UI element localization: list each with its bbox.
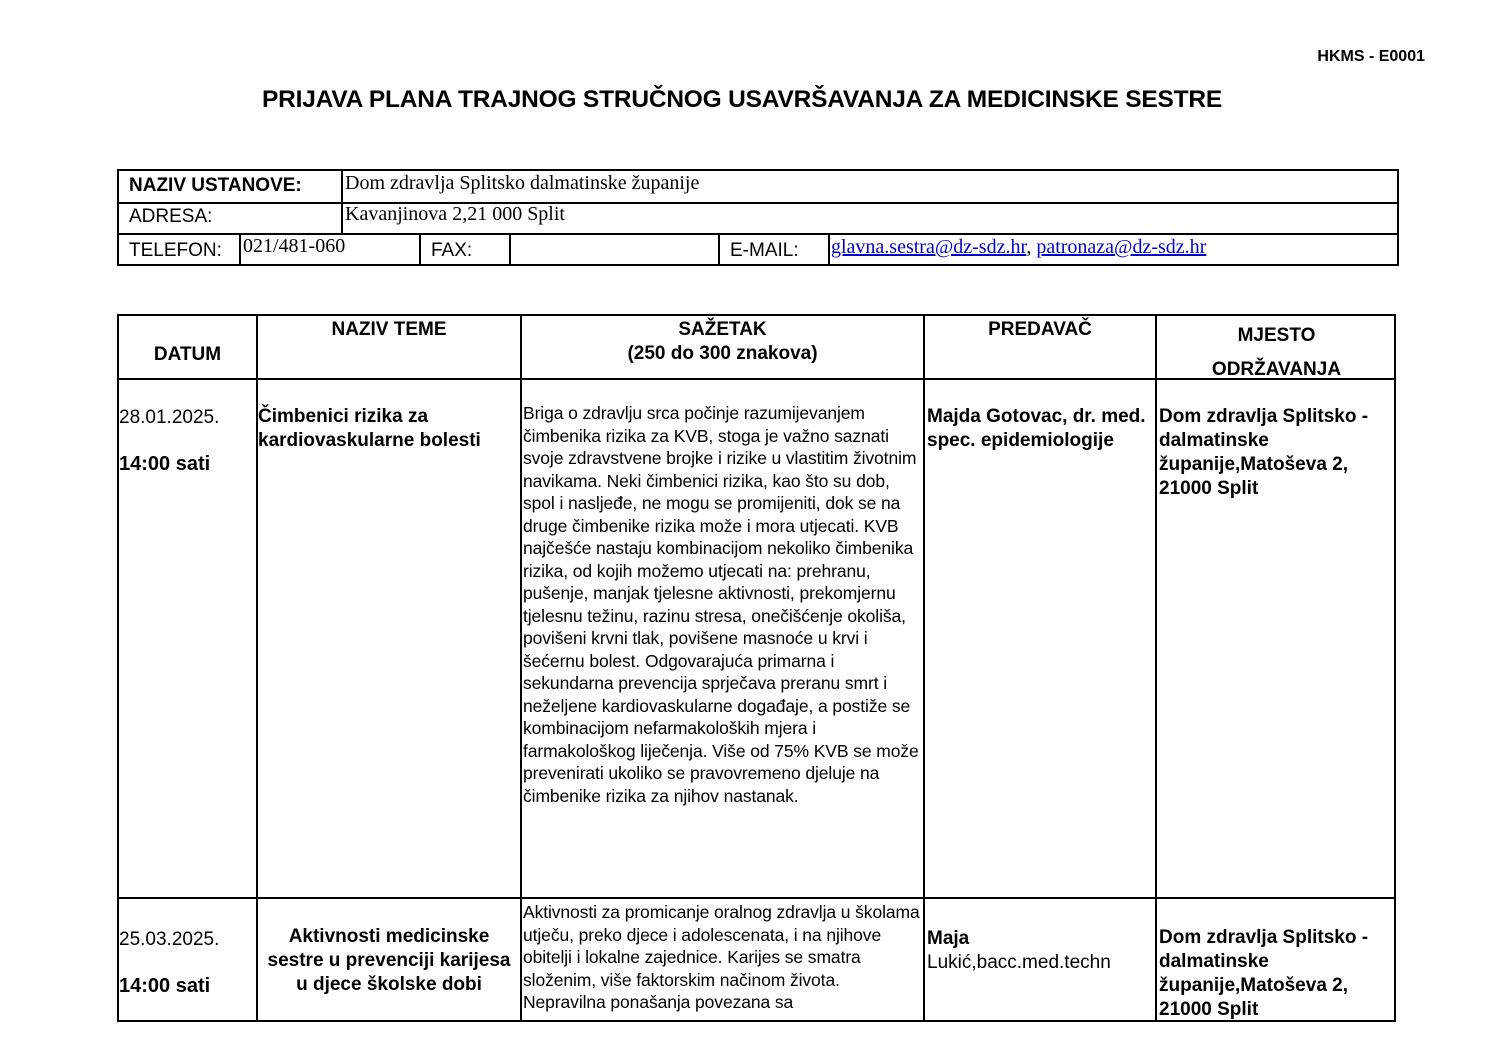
institution-contact-row: [119, 235, 1397, 266]
email-label: E-MAIL:: [730, 240, 799, 261]
header-summary: [522, 318, 923, 366]
row-1-lecturer: Majda Gotovac, dr. med. spec. epidemiologije: [927, 406, 1146, 451]
row-1-time: 14:00 sati: [119, 453, 211, 475]
header-topic: NAZIV TEME: [331, 319, 447, 340]
form-code: HKMS - E0001: [1317, 48, 1425, 65]
row-2-date: 25.03.2025.: [119, 929, 220, 950]
header-lecturer: PREDAVAČ: [988, 319, 1092, 340]
institution-name-row: [119, 171, 1397, 204]
row-2-lecturer: [927, 927, 1153, 975]
training-plan-table: [117, 314, 1396, 1022]
fax-label: FAX:: [431, 240, 473, 261]
row-1-summary: Briga o zdravlju srca počinje razumijevanjem čimbenika rizika za KVB, stoga je važno saznati svoje zdravstvene brojke i rizike u vlastitim životnim navikama. Neki čimbenici rizika, kao što su dob, spol i nasljeđe, ne mogu se promijeniti, dok se na druge čimbenike rizika može i mora utjecati. KVB najčešće nastaju kombinacijom nekoliko čimbenika rizika, od kojih možemo utjecati na: prehranu, pušenje, manjak tjelesne aktivnosti, prekomjernu tjelesnu težinu, razinu stresa, onečišćenje okoliša, povišeni krvni tlak, povišene masnoće u krvi i šećernu bolest. Odgovarajuća primarna i sekundarna prevencija sprječava preranu smrt i neželjene kardiovaskularne događaje, a postiže se kombinacijom nefarmakoloških mjera i farmakološkog liječenja. Više od 75% KVB se može prevenirati ukoliko se pravovremeno djeluje na čimbenike rizika za njihov nastanak.: [523, 403, 919, 806]
document-title: PRIJAVA PLANA TRAJNOG STRUČNOG USAVRŠAVANJA ZA MEDICINSKE SESTRE: [262, 86, 1223, 113]
email-link-main[interactable]: glavna.sestra@dz-sdz.hr: [831, 236, 1027, 258]
institution-address-row: [119, 202, 1397, 235]
header-place-line2: ODRŽAVANJA: [1211, 359, 1342, 380]
header-date: DATUM: [153, 344, 222, 365]
column-divider: [923, 316, 925, 1020]
row-2-lecturer-name: Maja: [927, 928, 970, 949]
row-2-topic: Aktivnosti medicinske sestre u prevenciji karijesa u djece školske dobi: [267, 926, 511, 995]
row-1-place: Dom zdravlja Splitsko - dalmatinske županije,Matoševa 2, 21000 Split: [1159, 406, 1369, 499]
address-label: ADRESA:: [129, 206, 213, 227]
address-value: Kavanjinova 2,21 000 Split: [345, 203, 565, 225]
institution-name-label: NAZIV USTANOVE:: [129, 175, 302, 196]
phone-label: TELEFON:: [129, 240, 222, 261]
email-link-patronaza[interactable]: patronaza@dz-sdz.hr: [1036, 236, 1207, 258]
table-row-2-date: [119, 928, 254, 998]
row-2-lecturer-title: Lukić,bacc.med.techn: [927, 952, 1111, 973]
header-place-line1: MJESTO: [1237, 325, 1316, 346]
header-summary-title: SAŽETAK: [678, 319, 767, 340]
row-1-date: 28.01.2025.: [119, 407, 220, 428]
phone-value: 021/481-060: [243, 235, 346, 257]
institution-name-value: Dom zdravlja Splitsko dalmatinske županije: [345, 172, 700, 194]
row-1-topic: Čimbenici rizika za kardiovaskularne bolesti: [258, 406, 481, 451]
email-separator: ,: [1026, 236, 1037, 258]
column-divider: [520, 316, 522, 1020]
row-divider: [119, 897, 1394, 899]
fax-value: [511, 235, 718, 236]
row-2-time: 14:00 sati: [119, 975, 211, 997]
row-2-summary: Aktivnosti za promicanje oralnog zdravlja u školama utječu, preko djece i adolescenata, i na njihove obitelji i lokalne zajednice. Karijes se smatra složenim, više faktorskim načinom života. Nepravilna ponašanja povezana sa: [523, 902, 920, 1012]
institution-table: [117, 169, 1399, 266]
header-summary-note: (250 do 300 znakova): [627, 343, 818, 364]
row-2-place: Dom zdravlja Splitsko - dalmatinske županije,Matoševa 2, 21000 Split: [1159, 927, 1369, 1020]
email-value: [830, 235, 1397, 259]
header-place: [1157, 319, 1396, 387]
table-row-1-date: [119, 406, 254, 476]
column-divider: [1155, 316, 1157, 1020]
